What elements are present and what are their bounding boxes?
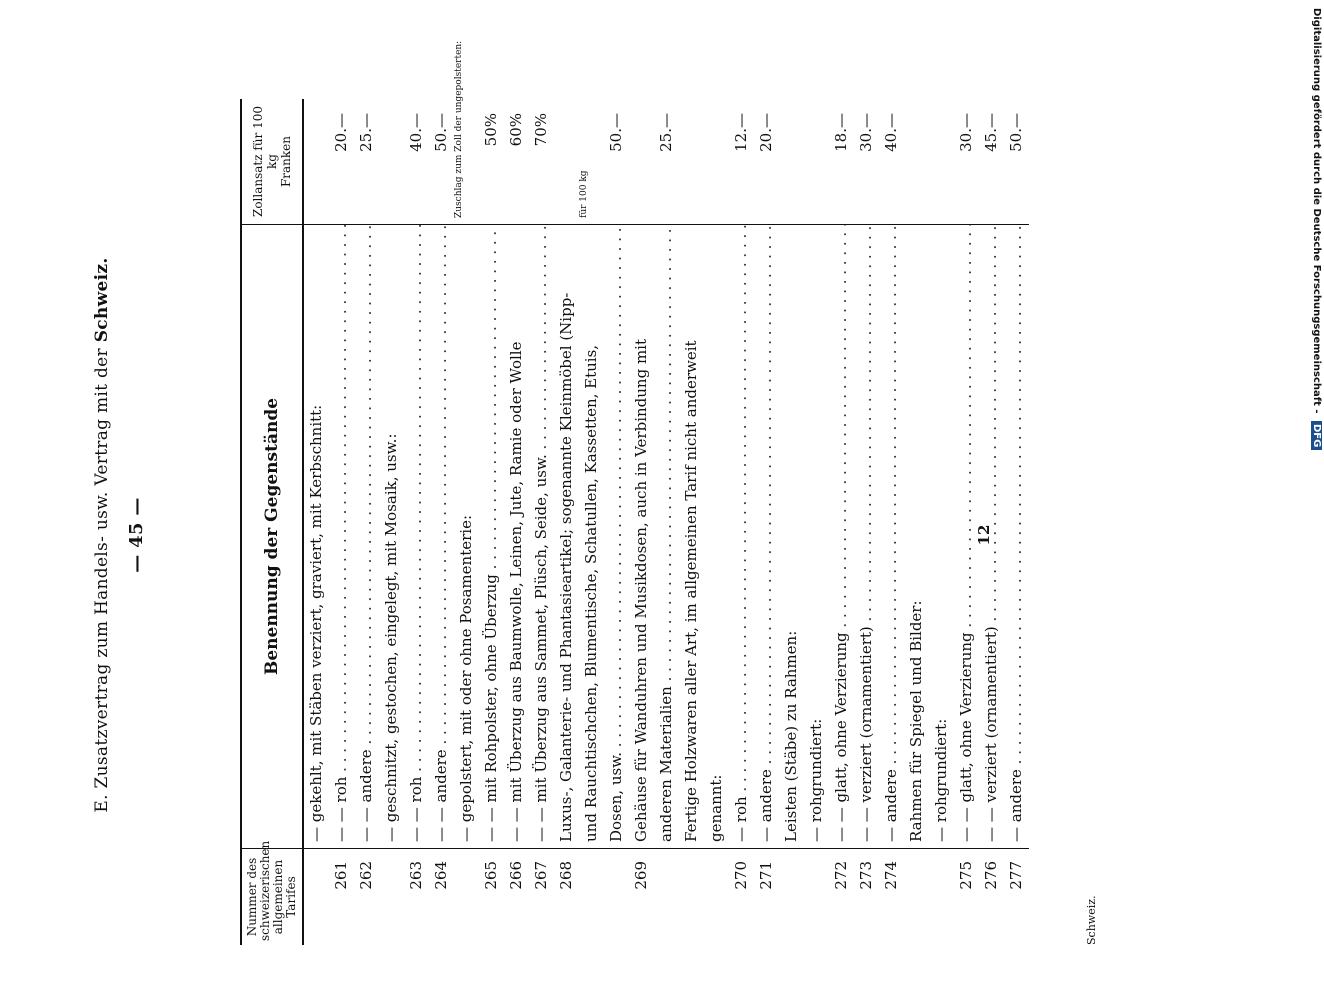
item-description: — — verziert (ornamentiert) . . . (857, 225, 875, 843)
dfg-credit (1311, 8, 1322, 450)
item-description-cell (704, 225, 729, 849)
rate-value: 25.— (357, 113, 375, 152)
column-header-number: Nummer des schweizerischen allgemeinen Tarifes (241, 849, 303, 946)
rate-value: 12.— (732, 113, 750, 152)
duty-rate (629, 99, 654, 225)
item-description-cell (379, 225, 404, 849)
item-description: — andere . . . (757, 225, 775, 843)
item-description-cell (429, 225, 454, 849)
table-row (454, 99, 479, 945)
tariff-number (379, 849, 404, 946)
item-description: — — glatt, ohne Verzierung . . . (957, 225, 975, 843)
rate-header-label: Zollansatz für 100 kg (251, 105, 279, 218)
table-header-row (241, 99, 303, 945)
item-description-cell (504, 225, 529, 849)
table-row (679, 99, 704, 945)
tariff-number (804, 849, 829, 946)
item-description: Luxus-, Galanterie- und Phantasieartikel; sogenannte Kleinmöbel (Nipp- (557, 292, 575, 842)
tariff-number (904, 849, 929, 946)
duty-rate (604, 99, 629, 225)
table-row (704, 99, 729, 945)
item-description: — — verziert (ornamentiert) . . . (982, 225, 1000, 843)
tariff-number: 270 (729, 849, 754, 946)
rate-value: 25.— (657, 113, 675, 152)
item-description: — — andere . . . (432, 225, 450, 843)
page-marker: — 45 — (126, 497, 147, 573)
rate-value: 50.— (607, 113, 625, 152)
running-header (92, 125, 112, 945)
duty-rate (504, 99, 529, 225)
item-description-cell (804, 225, 829, 849)
tariff-number: 261 (329, 849, 354, 946)
tariff-number: 269 (629, 849, 654, 946)
table-row (504, 99, 529, 945)
item-description: Rahmen für Spiegel und Bilder: (907, 600, 925, 842)
tariff-number (704, 849, 729, 946)
duty-rate (704, 99, 729, 225)
rate-note: für 100 kg (579, 170, 589, 218)
tariff-number (679, 849, 704, 946)
dfg-credit-text: Digitalisierung gefördert durch die Deutsche Forschungsgemeinschaft - (1311, 8, 1322, 414)
duty-rate (579, 99, 604, 225)
tariff-number: 266 (504, 849, 529, 946)
item-description-cell (754, 225, 779, 849)
duty-rate (429, 99, 454, 225)
duty-rate (529, 99, 554, 225)
item-description: Leisten (Stäbe) zu Rahmen: (782, 630, 800, 842)
item-description: Dosen, usw. . . . (607, 225, 625, 843)
item-description-cell (604, 225, 629, 849)
item-description: — geschnitzt, gestochen, eingelegt, mit Mosaik, usw.: (382, 433, 400, 842)
item-description: — andere . . . (1007, 225, 1025, 843)
table-row (804, 99, 829, 945)
duty-rate (779, 99, 804, 225)
rate-value: 50% (482, 113, 500, 147)
duty-rate (354, 99, 379, 225)
duty-rate (904, 99, 929, 225)
rate-value: 50.— (1007, 113, 1025, 152)
item-description: — rohgrundiert: (932, 718, 950, 842)
item-description-cell (1004, 225, 1029, 849)
table-row (629, 99, 654, 945)
duty-rate (679, 99, 704, 225)
item-description-cell (679, 225, 704, 849)
item-description: Fertige Holzwaren aller Art, im allgemeinen Tarif nicht anderweit (682, 340, 700, 842)
rate-value: 40.— (882, 113, 900, 152)
duty-rate (879, 99, 904, 225)
item-description-cell (579, 225, 604, 849)
item-description-cell (404, 225, 429, 849)
rate-value: 60% (507, 113, 525, 147)
duty-rate (754, 99, 779, 225)
table-body (303, 40, 1029, 945)
footer-country-mark: Schweiz. (1085, 895, 1098, 945)
tariff-number: 267 (529, 849, 554, 946)
duty-rate (804, 99, 829, 225)
item-description: — rohgrundiert: (807, 718, 825, 842)
table-row (754, 99, 779, 945)
duty-rate (1004, 99, 1029, 225)
item-description: — — roh . . . (332, 225, 350, 843)
duty-rate (379, 99, 404, 225)
table-row (604, 99, 629, 945)
item-description: — — andere . . . (357, 225, 375, 843)
item-description: und Rauchtischchen, Blumentische, Schatullen, Kassetten, Etuis, (582, 344, 600, 842)
table-row (354, 99, 379, 945)
item-description: — roh . . . (732, 225, 750, 843)
item-description-cell (454, 225, 479, 849)
table-row (379, 99, 404, 945)
tariff-number (604, 849, 629, 946)
duty-rate (729, 99, 754, 225)
item-description-cell (904, 225, 929, 849)
duty-rate (654, 99, 679, 225)
header-country: Schweiz. (92, 257, 112, 343)
item-description-cell (529, 225, 554, 849)
tariff-number: 268 (554, 849, 579, 946)
item-description: — gepolstert, mit oder ohne Posamenterie: (457, 515, 475, 842)
table-row (1004, 99, 1029, 945)
rate-value: 70% (532, 113, 550, 147)
tariff-number: 264 (429, 849, 454, 946)
item-description-cell (354, 225, 379, 849)
rate-note: Zuschlag zum Zoll der ungepolsterten: (454, 40, 464, 218)
table-row (529, 99, 554, 945)
table-row (479, 99, 504, 945)
table-row (879, 99, 904, 945)
tariff-number (779, 849, 804, 946)
tariff-number: 263 (404, 849, 429, 946)
duty-rate (854, 99, 879, 225)
item-description: — andere . . . (882, 225, 900, 843)
tariff-number (929, 849, 954, 946)
item-description-cell (654, 225, 679, 849)
item-description: — — glatt, ohne Verzierung . . . (832, 225, 850, 843)
item-description-cell (879, 225, 904, 849)
rotated-document (90, 40, 1100, 945)
table-row (579, 99, 604, 945)
duty-rate (329, 99, 354, 225)
rate-header-unit: Franken (279, 135, 293, 188)
tariff-number: 277 (1004, 849, 1029, 946)
rate-value: 40.— (407, 113, 425, 152)
rate-value: 18.— (832, 113, 850, 152)
item-description: Gehäuse für Wanduhren und Musikdosen, auch in Verbindung mit (632, 339, 650, 842)
item-description: — — roh . . . (407, 225, 425, 843)
duty-rate (554, 99, 579, 225)
item-description-cell (479, 225, 504, 849)
tariff-number: 262 (354, 849, 379, 946)
column-header-rate (241, 99, 303, 225)
item-description: — — mit Überzug aus Sammet, Plüsch, Seide, usw. . . . (532, 225, 550, 843)
tariff-number (579, 849, 604, 946)
table-row (429, 99, 454, 945)
table-row (654, 99, 679, 945)
header-prefix: E. (92, 794, 112, 813)
table-row (779, 99, 804, 945)
table-row (854, 99, 879, 945)
duty-rate (929, 99, 954, 225)
item-description-cell (729, 225, 754, 849)
tariff-number (654, 849, 679, 946)
tariff-number: 275 (954, 849, 979, 946)
item-description-cell (629, 225, 654, 849)
tariff-number: 271 (754, 849, 779, 946)
item-description-cell (929, 225, 954, 849)
item-description-cell (329, 225, 354, 849)
rate-value: 20.— (757, 113, 775, 152)
item-description: anderen Materialien . . . (657, 225, 675, 843)
rate-value: 20.— (332, 113, 350, 152)
dfg-logo: DFG (1311, 421, 1322, 450)
table-row (729, 99, 754, 945)
rate-value: 50.— (432, 113, 450, 152)
tariff-number: 272 (829, 849, 854, 946)
item-description: — — mit Überzug aus Baumwolle, Leinen, Jute, Ramie oder Wolle (507, 341, 525, 842)
tariff-number (454, 849, 479, 946)
page-number: 12 (975, 524, 993, 546)
tariff-number (303, 849, 329, 946)
item-description-cell (303, 225, 329, 849)
item-description: — — mit Rohpolster, ohne Überzug . . . (482, 225, 500, 843)
item-description-cell (854, 225, 879, 849)
rate-value: 45.— (982, 113, 1000, 152)
tariff-number: 276 (979, 849, 1004, 946)
duty-rate (829, 99, 854, 225)
tariff-table (240, 40, 1029, 945)
table-row (929, 99, 954, 945)
rate-value: 30.— (857, 113, 875, 152)
item-description-cell (779, 225, 804, 849)
duty-rate (404, 99, 429, 225)
rate-value: 30.— (957, 113, 975, 152)
column-header-description: Benennung der Gegenstände (241, 225, 303, 849)
tariff-number: 273 (854, 849, 879, 946)
duty-rate (454, 40, 479, 225)
item-description-cell (554, 225, 579, 849)
duty-rate (303, 99, 329, 225)
tariff-number: 274 (879, 849, 904, 946)
duty-rate (479, 99, 504, 225)
header-title: Zusatzvertrag zum Handels- usw. Vertrag mit der (92, 348, 112, 789)
table-row (904, 99, 929, 945)
table-row (554, 99, 579, 945)
table-row (404, 99, 429, 945)
tariff-number: 265 (479, 849, 504, 946)
item-description: — gekehlt, mit Stäben verziert, graviert, mit Kerbschnitt: (307, 404, 325, 842)
item-description: genannt: (707, 774, 725, 842)
item-description-cell (829, 225, 854, 849)
table-row (329, 99, 354, 945)
table-row (829, 99, 854, 945)
table-row (303, 99, 329, 945)
